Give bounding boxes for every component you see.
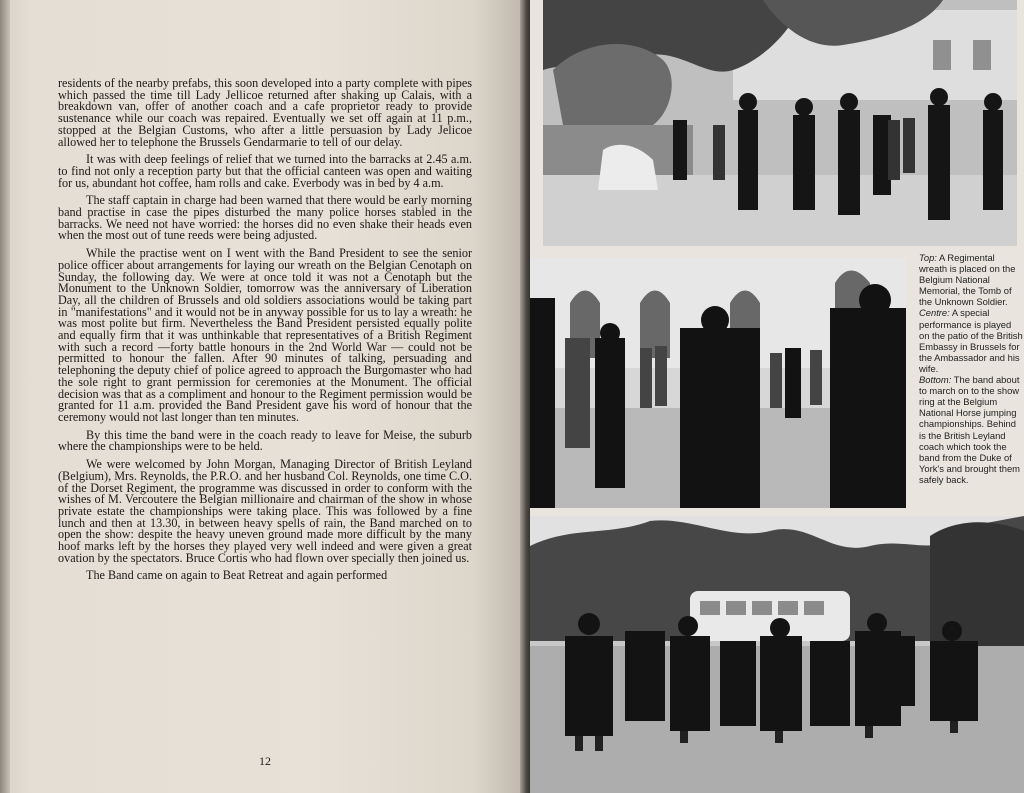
photo-caption: [919, 252, 1023, 485]
paragraph-1: residents of the nearby prefabs, this soon developed into a party complete with pipes which passed the time till Lady Jellicoe returned after shaking up Calais, with a breakdown van, offer of another coach and a cafe proprietor ready to provide sustenance while our coach was repaired. Eventually we set off again at 11 p.m., stopped at the Belgian Customs, who after a little persuasion by Lady Jelicoe allowed her to telephone the Brussels Gendarmarie to tell of our delay.: [58, 76, 472, 149]
caption-bottom: [919, 374, 1023, 485]
photo-wreath-memorial: [543, 0, 1017, 246]
caption-centre: [919, 307, 1023, 374]
caption-centre-label: Centre:: [919, 307, 950, 319]
right-page: [530, 0, 1024, 793]
paragraph-2: It was with deep feelings of relief that we turned into the barracks at 2.45 a.m. to find not only a reception party but that the official canteen was open and waiting for us, abundant hot coffee, ham rolls and cake. Everbody was in bed by 4 a.m.: [58, 152, 472, 190]
paragraph-4: While the practise went on I went with the Band President to see the senior police officer about arrangements for laying our wreath on the Belgian Cenotaph on Sunday, the following day. We were at once told it was not a Cenotaph but the Monument to the Unknown Soldier, tomorrow was the anniversary of Liberation Day, all the children of Brussels and old soldiers associations would be taking part in "manifestations" and it would not be in anyway possible for us to lay a wreath: he was most polite but firm. Nevertheless the Band President persisted equally polite and equally firm that it was unthinkable that representatives of a British Regiment with such a record —forty battle honours in the 2nd World War — could not be permitted to honour the fallen. After 90 minutes of talking, persuading and telephoning the deputy chief of police agreed to approach the Burgomaster who had the sole right to grant permission for ceremonies at the Monument. The official decision was that as a compliment and honour to the Regiment permission would be granted for 11 a.m. provided the Band President gave his word of honour that the ceremony would not last longer than ten minutes.: [58, 246, 472, 424]
caption-top-label: Top:: [919, 252, 937, 263]
page-number: 12: [259, 754, 271, 768]
paragraph-7: The Band came on again to Beat Retreat and again performed: [86, 568, 388, 583]
caption-top-text: A Regimental wreath is placed on the Belgium National Memorial, the Tomb of the Unknown Soldier.: [919, 252, 1016, 308]
paragraph-5: By this time the band were in the coach ready to leave for Meise, the suburb where the championships were to be held.: [58, 427, 472, 454]
photo-embassy-patio: [530, 258, 906, 508]
caption-bottom-label: Bottom:: [919, 374, 952, 386]
caption-bottom-text: The band about to march on to the show ring at the Belgium National Horse jumping championships. Behind is the British Leyland coach which took the band from the Duke of York's and brought them safely back.: [919, 374, 1020, 485]
paragraph-6: We were welcomed by John Morgan, Managing Director of British Leyland (Belgium), Mrs. Reynolds, the P.R.O. and her husband Col. Reynolds, one time C.O. of the Dorset Regiment, the programme was discussed in order to conform with the wishes of M. Vercoutere the Belgian millionaire and chairman of the show in whose private estate the championships were taking place. This was followed by a fine lunch and then at 13.30, in between heavy spells of rain, the Band marched on to open the show: despite the heavy uneven ground made more difficult by the many hoof marks left by the horses they played very well indeed and were given a great ovation by the spectators. Bruce Cortis who had flown over specially then joined us.: [58, 457, 472, 565]
paragraph-3: The staff captain in charge had been warned that there would be early morning band practise in case the pipes disturbed the many police horses stabled in the barracks. We need not have worried: the horses did no even shake their heads even when the most out of tune reeds were being adjusted.: [58, 193, 472, 243]
body-text: [58, 78, 472, 588]
caption-top: [919, 252, 1023, 307]
photo-band-show-ring: [530, 516, 1024, 793]
caption-centre-text: A special performance is played on the patio of the British Embassy in Brussels for the Ambassador and his wife.: [919, 307, 1023, 374]
page-edge: [0, 0, 10, 793]
